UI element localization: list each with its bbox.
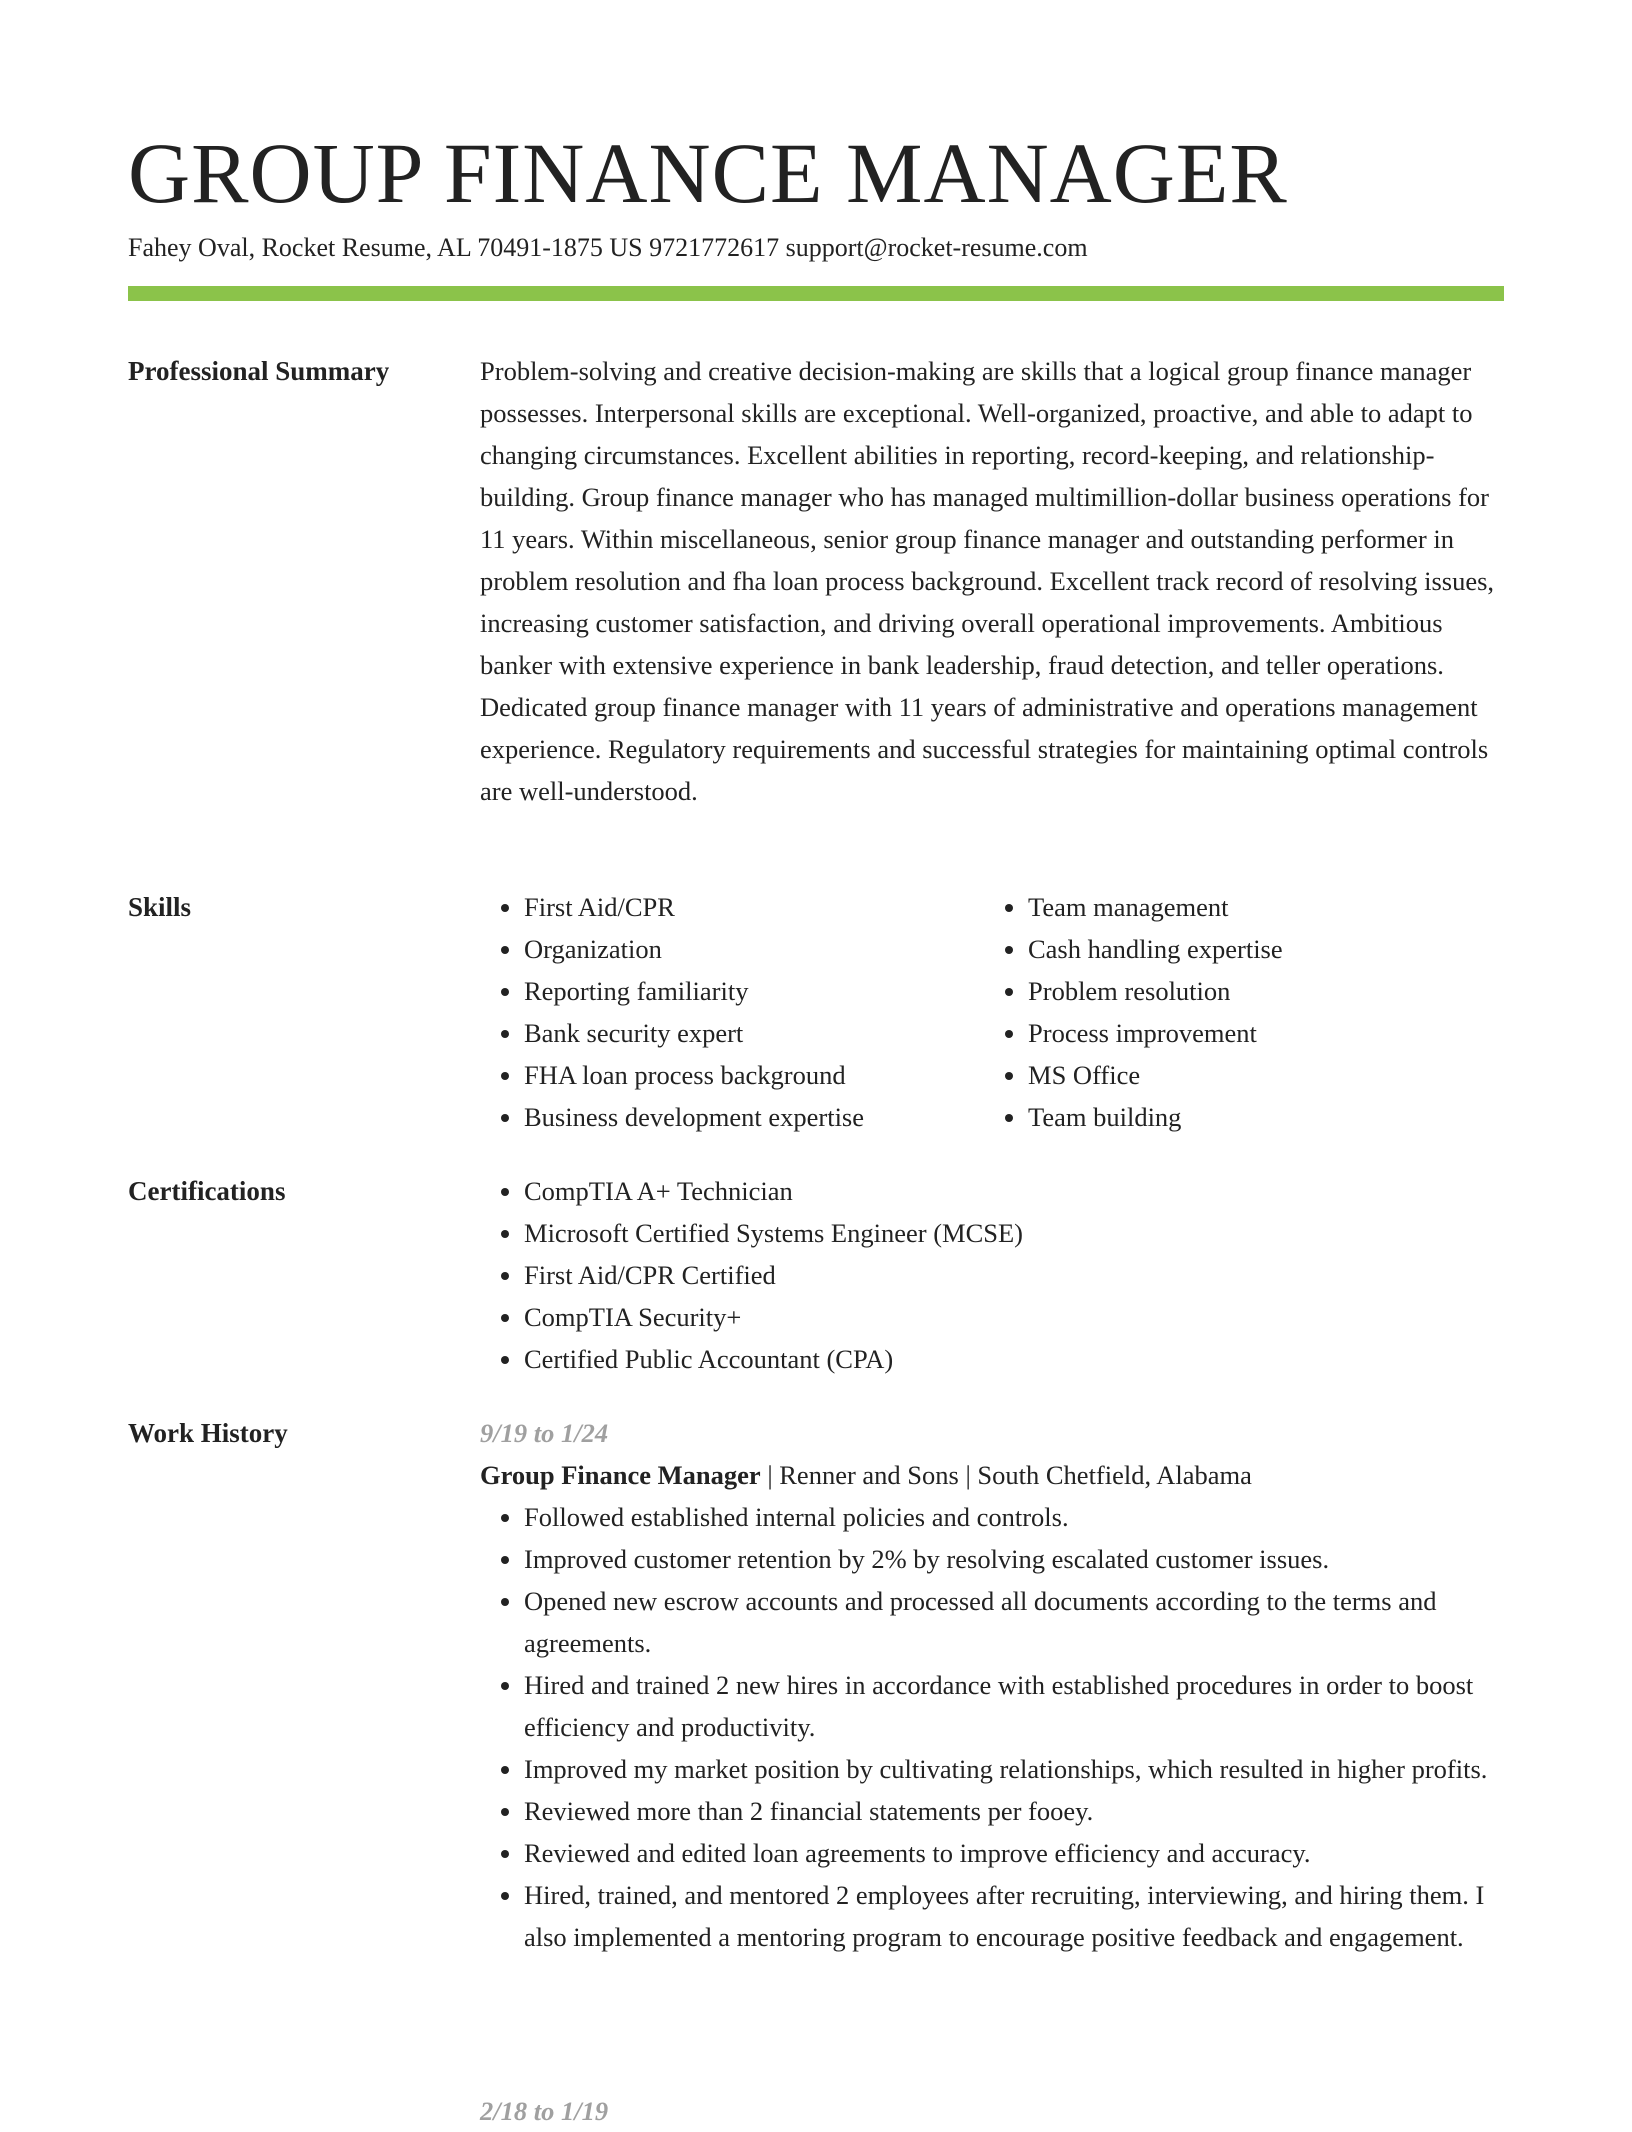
job-bullet-list xyxy=(480,1496,1504,1958)
certifications-heading: Certifications xyxy=(128,1176,286,1206)
skill-item: • MS Office xyxy=(1028,1054,1548,1096)
certification-item: • First Aid/CPR Certified xyxy=(524,1254,1504,1296)
job-entry xyxy=(480,1412,1504,1958)
certification-item: • CompTIA A+ Technician xyxy=(524,1170,1504,1212)
certification-item: • CompTIA Security+ xyxy=(524,1296,1504,1338)
job-bullet: • Hired and trained 2 new hires in accordance with established procedures in order to boost efficiency and productivity. xyxy=(524,1664,1504,1748)
skill-item: • Business development expertise xyxy=(524,1096,1024,1138)
skill-item: • Reporting familiarity xyxy=(524,970,1024,1012)
job-dates: 2/18 to 1/19 xyxy=(480,2096,609,2126)
job-dates: 9/19 to 1/24 xyxy=(480,1418,609,1448)
certification-item: • Certified Public Accountant (CPA) xyxy=(524,1338,1504,1380)
job-bullet: • Followed established internal policies and controls. xyxy=(524,1496,1504,1538)
skill-item: • First Aid/CPR xyxy=(524,886,1024,928)
certification-item: • Microsoft Certified Systems Engineer (MCSE) xyxy=(524,1212,1504,1254)
job-bullet: • Reviewed and edited loan agreements to improve efficiency and accuracy. xyxy=(524,1832,1504,1874)
skill-item: • Bank security expert xyxy=(524,1012,1024,1054)
summary-body xyxy=(480,350,1504,812)
skill-item: • Cash handling expertise xyxy=(1028,928,1548,970)
job-entry-2-body xyxy=(480,2090,1504,2132)
job-header xyxy=(480,1454,1504,1496)
skill-item: • Organization xyxy=(524,928,1024,970)
skills-body xyxy=(480,886,1504,1138)
certifications-body xyxy=(480,1170,1504,1380)
skills-list-right xyxy=(984,886,1548,1138)
job-bullet: • Reviewed more than 2 financial statements per fooey. xyxy=(524,1790,1504,1832)
skills-heading: Skills xyxy=(128,892,192,922)
skill-item: • Team management xyxy=(1028,886,1548,928)
resume-name: GROUP FINANCE MANAGER xyxy=(128,125,1288,221)
contact-line: Fahey Oval, Rocket Resume, AL 70491-1875 US 9721772617 support@rocket-resume.com xyxy=(128,233,1088,262)
skill-item: • Process improvement xyxy=(1028,1012,1548,1054)
skills-columns xyxy=(480,886,1504,1138)
job-title: Group Finance Manager xyxy=(480,1460,761,1490)
summary-heading: Professional Summary xyxy=(128,356,390,386)
certifications-list xyxy=(480,1170,1504,1380)
job-bullet: • Hired, trained, and mentored 2 employees after recruiting, interviewing, and hiring them. I also implemented a mentoring program to encourage positive feedback and engagement. xyxy=(524,1874,1504,1958)
skill-item: • Team building xyxy=(1028,1096,1548,1138)
job-details: | Renner and Sons | South Chetfield, Alabama xyxy=(760,1460,1252,1490)
skill-item: • Problem resolution xyxy=(1028,970,1548,1012)
job-bullet: • Improved my market position by cultivating relationships, which resulted in higher profits. xyxy=(524,1748,1504,1790)
accent-divider xyxy=(128,286,1504,301)
job-bullet: • Opened new escrow accounts and processed all documents according to the terms and agreements. xyxy=(524,1580,1504,1664)
job-bullet: • Improved customer retention by 2% by resolving escalated customer issues. xyxy=(524,1538,1504,1580)
work-history-heading: Work History xyxy=(128,1418,288,1448)
skill-item: • FHA loan process background xyxy=(524,1054,1024,1096)
skills-list-left xyxy=(480,886,1024,1138)
summary-text: Problem-solving and creative decision-making are skills that a logical group finance manager possesses. Interpersonal skills are exceptional. Well-organized, proactive, and able to adapt to changing circumstances. Excellent abilities in reporting, record-keeping, and relationship-building. Group finance manager who has managed multimillion-dollar business operations for 11 years. Within miscellaneous, senior group finance manager and outstanding performer in problem resolution and fha loan process background. Excellent track record of resolving issues, increasing customer satisfaction, and driving overall operational improvements. Ambitious banker with extensive experience in bank leadership, fraud detection, and teller operations. Dedicated group finance manager with 11 years of administrative and operations management experience. Regulatory requirements and successful strategies for maintaining optimal controls are well-understood. xyxy=(480,356,1495,806)
work-history-body xyxy=(480,1412,1504,1958)
